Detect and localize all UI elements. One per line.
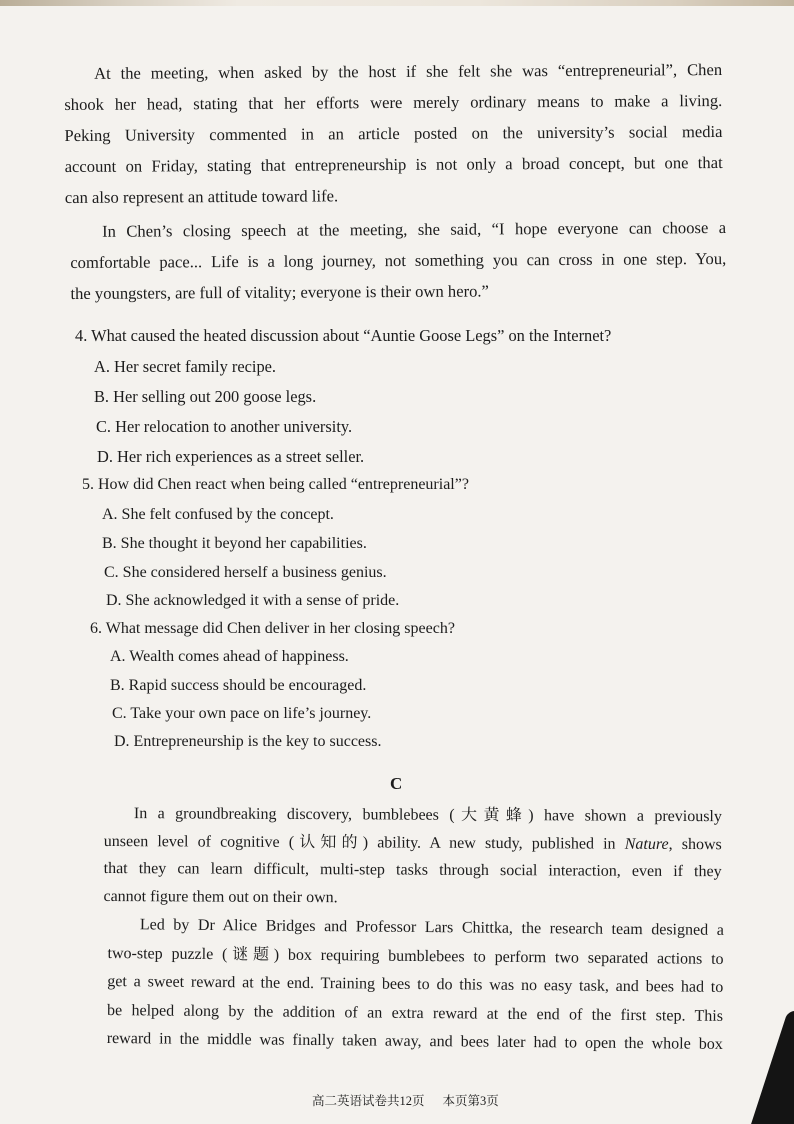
page-footer [312,1091,517,1109]
text-line: get a sweet reward at the end. Training bees to do this was no easy task, and bees had to [107,972,724,996]
text-line: account on Friday, stating that entrepreneurship is not only a broad concept, but one that [64,152,723,176]
passage-b-paragraph-2 [70,212,727,309]
question-6-option-b: B. Rapid success should be encouraged. [110,677,367,694]
text-line: comfortable pace... Life is a long journey, not something you can cross in one step. You, [70,248,727,272]
passage-c-paragraph-2 [107,911,724,1059]
question-4-option-b: B. Her selling out 200 goose legs. [94,387,317,406]
text-segment: , shows [668,835,722,853]
page-corner-shadow [742,1008,794,1124]
text-line: In a groundbreaking discovery, bumblebees (大黄蜂) have shown a previously [133,805,722,826]
question-5-option-a: A. She felt confused by the concept. [102,506,334,523]
text-line: the youngsters, are full of vitality; everyone is their own hero.” [70,281,489,303]
text-line [104,827,722,858]
paper-top-edge [0,0,794,6]
text-line: In Chen’s closing speech at the meeting, she said, “I hope everyone can choose a [102,217,727,241]
section-c-heading: C [390,774,403,793]
text-line: cannot figure them out on their own. [103,887,338,906]
question-6-stem: 6. What message did Chen deliver in her closing speech? [90,620,455,637]
text-segment: unseen level of cognitive (认知的) ability. A new study, published in [103,832,625,853]
text-line: be helped along by the addition of an extra reward at the end of the first step. This [106,1001,724,1025]
passage-c-paragraph-1 [103,800,722,913]
question-4-option-c: C. Her relocation to another university. [96,417,353,436]
question-4-option-d: D. Her rich experiences as a street seller. [97,447,365,466]
question-6-option-d: D. Entrepreneurship is the key to success. [114,733,382,750]
text-line: can also represent an attitude toward life. [64,186,339,207]
text-line: that they can learn difficult, multi-step tasks through social interaction, even if they [103,859,722,881]
question-5-option-d: D. She acknowledged it with a sense of pride. [106,592,400,609]
passage-b-paragraph-1 [64,54,723,213]
question-4-stem: 4. What caused the heated discussion about “Auntie Goose Legs” on the Internet? [75,326,612,345]
text-line: At the meeting, when asked by the host if she felt she was “entrepreneurial”, Chen [94,59,723,83]
text-line: Peking University commented in an article posted on the university’s social media [64,121,723,145]
footer-current-page: 本页第3页 [442,1094,499,1108]
journal-name: Nature [624,835,669,853]
question-6-option-a: A. Wealth comes ahead of happiness. [110,648,349,665]
text-line: Led by Dr Alice Bridges and Professor Lars Chittka, the research team designed a [139,916,724,939]
question-4-option-a: A. Her secret family recipe. [94,357,277,376]
question-6-option-c: C. Take your own pace on life’s journey. [112,705,372,722]
question-5-option-b: B. She thought it beyond her capabilities. [102,535,367,552]
text-line: reward in the middle was finally taken away, and bees later had to open the whole box [106,1029,723,1053]
text-line: two-step puzzle (谜题) box requiring bumblebees to perform two separated actions to [107,944,724,968]
text-line: shook her head, stating that her efforts were merely ordinary means to make a living. [64,90,723,114]
question-5-option-c: C. She considered herself a business genius. [104,564,387,581]
footer-total-pages: 高二英语试卷共12页 [312,1094,425,1108]
question-5-stem: 5. How did Chen react when being called “entrepreneurial”? [82,476,469,493]
